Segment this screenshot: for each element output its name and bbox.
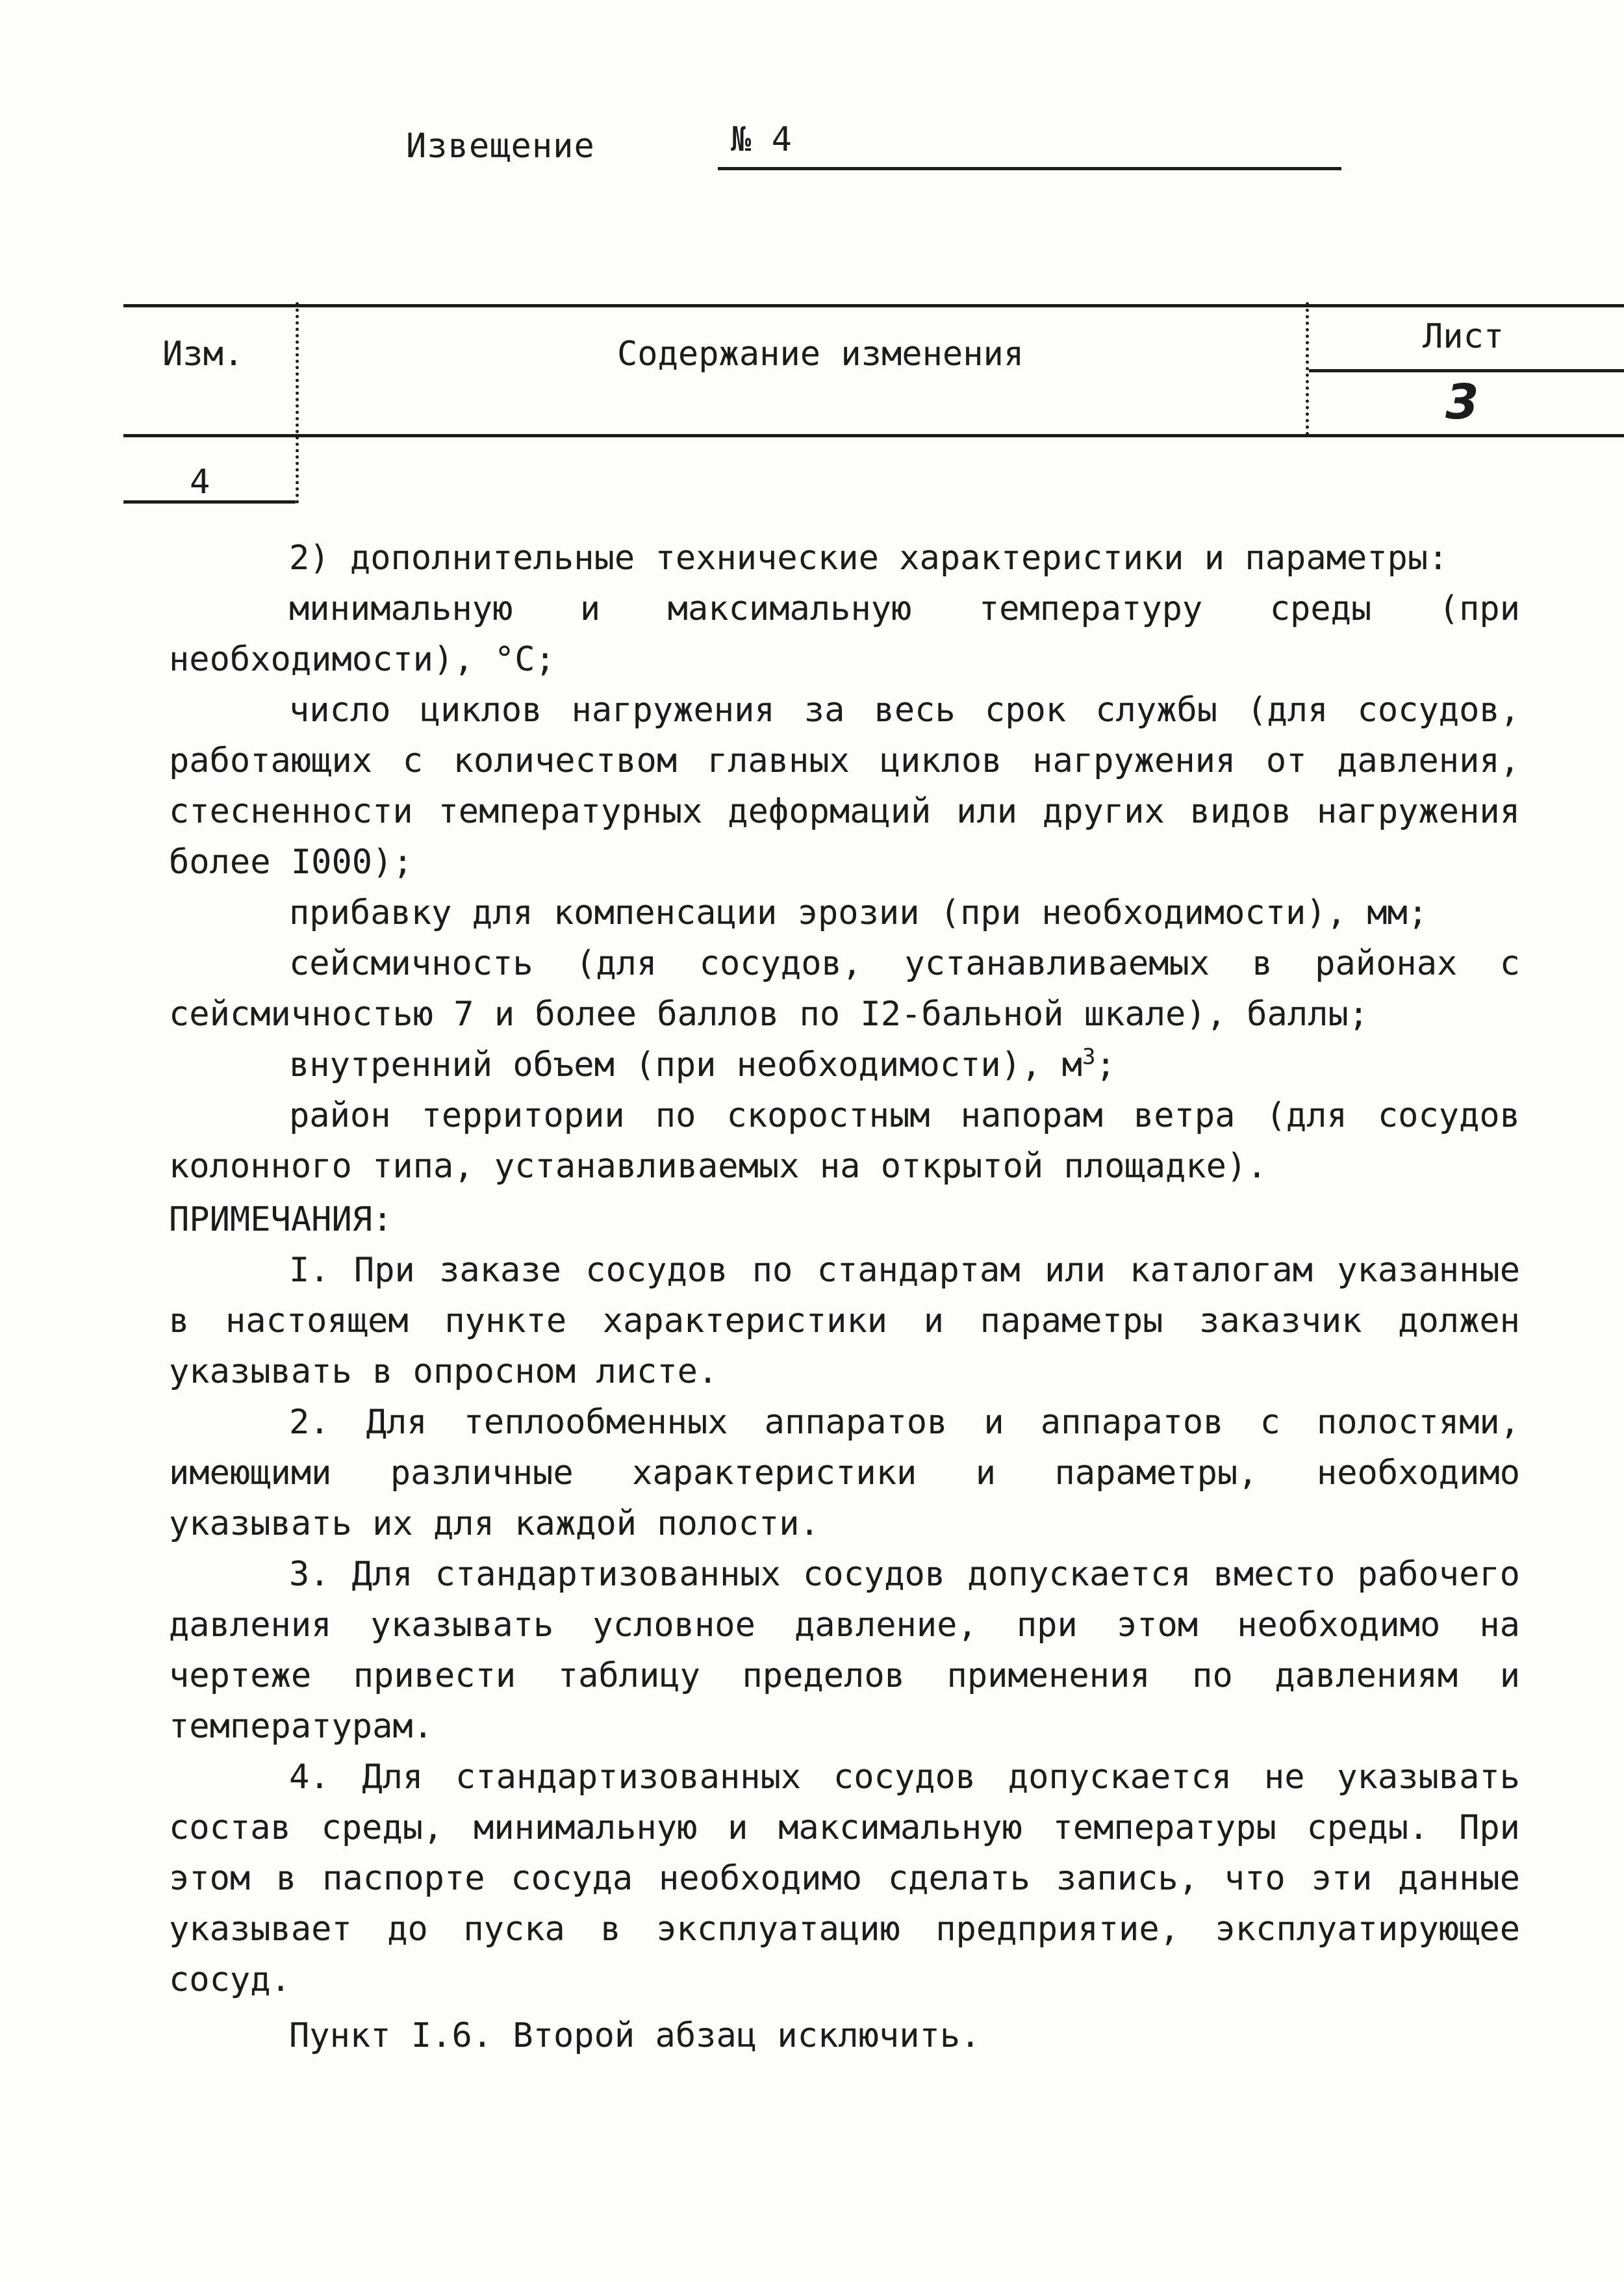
- paragraph-load-cycles: число циклов нагружения за весь срок службы (для сосудов, работающих с количеством главных циклов нагружения от давления, стесненности температурных деформаций или других видов нагружения более I000);: [169, 691, 1520, 882]
- col-sheet-header: Лист: [1423, 317, 1504, 356]
- volume-text: внутренний объем (при необходимости), м: [289, 1045, 1082, 1084]
- note-3: 3. Для стандартизованных сосудов допускается вместо рабочего давления указывать условное давление, при этом необходимо на чертеже привести таблицу пределов применения по давлениям и температурам.: [169, 1555, 1520, 1746]
- note-4: 4. Для стандартизованных сосудов допускается не указывать состав среды, минимальную и максимальную температуры среды. При этом в паспорте сосуда необходимо сделать запись, что эти данные указывает до пуска в эксплуатацию предприятие, эксплуатирующее сосуд.: [169, 1758, 1520, 1999]
- temperature-text: минимальную и максимальную температуру среды (при необходимости),: [169, 589, 1520, 679]
- paragraph-seismicity: сейсмичность (для сосудов, устанавливаемых в районах с сейсмичностью 7 и более баллов по I2-бальной шкале), баллы;: [169, 944, 1520, 1034]
- sheet-number: 3: [1445, 374, 1479, 430]
- final-instruction: Пункт I.6. Второй абзац исключить.: [289, 2016, 981, 2055]
- notice-number: № 4: [731, 120, 792, 159]
- notice-number-field: [718, 120, 1341, 170]
- col-change-header: Изм.: [162, 335, 244, 374]
- table-top-rule: [123, 304, 1624, 307]
- paragraph-additional-params: 2) дополнительные технические характеристики и параметры:: [289, 539, 1449, 578]
- note-2: 2. Для теплообменных аппаратов и аппаратов с полостями, имеющими различные характеристики и параметры, необходимо указывать их для каждой полости.: [169, 1403, 1520, 1543]
- spacer: [169, 2005, 1520, 2010]
- note-1: I. При заказе сосудов по стандартам или каталогам указанные в настоящем пункте характеристики и параметры заказчик должен указывать в опросном листе.: [169, 1251, 1520, 1391]
- sheet-divider-rule: [1309, 369, 1624, 372]
- volume-superscript: 3: [1082, 1044, 1096, 1070]
- column-separator-left: [296, 302, 299, 504]
- col-content-header: Содержание изменения: [617, 335, 1024, 374]
- table-header-bottom-rule: [123, 434, 1624, 437]
- paragraph-erosion: прибавку для компенсации эрозии (при необходимости), мм;: [289, 893, 1428, 932]
- column-separator-right: [1306, 302, 1309, 435]
- volume-end: ;: [1095, 1045, 1116, 1084]
- notes-heading: ПРИМЕЧАНИЯ:: [169, 1200, 393, 1239]
- temperature-unit: °С;: [494, 640, 555, 679]
- paragraph-temperature: [169, 583, 1520, 685]
- paragraph-volume: [169, 1040, 1520, 1090]
- notice-label: Извещение: [406, 127, 595, 166]
- change-number: 4: [190, 463, 210, 502]
- document-body: [169, 533, 1520, 2061]
- paragraph-wind-region: район территории по скоростным напорам ветра (для сосудов колонного типа, устанавливаемых на открытой площадке).: [169, 1096, 1520, 1186]
